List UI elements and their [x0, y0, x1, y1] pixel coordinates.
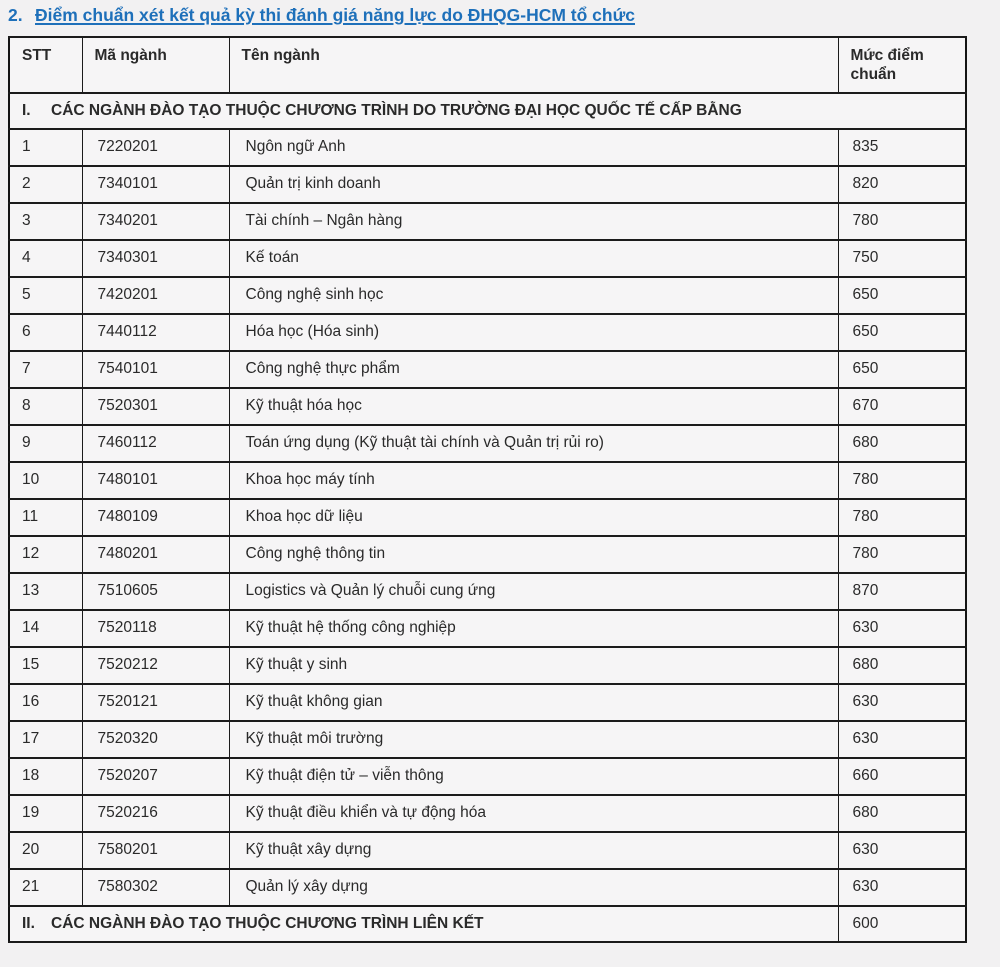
cell-name: Khoa học máy tính	[229, 462, 838, 499]
table-row	[9, 573, 966, 610]
admission-scores-table	[8, 36, 967, 943]
cell-code: 7340301	[82, 240, 229, 277]
cell-code: 7480101	[82, 462, 229, 499]
cell-code: 7520212	[82, 647, 229, 684]
cell-code: 7420201	[82, 277, 229, 314]
cell-stt: 20	[9, 832, 82, 869]
cell-stt: 19	[9, 795, 82, 832]
cell-score: 630	[838, 610, 966, 647]
cell-code: 7510605	[82, 573, 229, 610]
cell-stt: 17	[9, 721, 82, 758]
cell-stt: 10	[9, 462, 82, 499]
heading-number: 2.	[8, 5, 23, 25]
cell-stt: 4	[9, 240, 82, 277]
cell-code: 7520320	[82, 721, 229, 758]
heading-text: Điểm chuẩn xét kết quả kỳ thi đánh giá năng lực do ĐHQG-HCM tổ chức	[35, 5, 635, 25]
cell-name: Kế toán	[229, 240, 838, 277]
cell-score: 650	[838, 314, 966, 351]
cell-score: 630	[838, 869, 966, 906]
table-row	[9, 425, 966, 462]
cell-name: Công nghệ thực phẩm	[229, 351, 838, 388]
header-code: Mã ngành	[82, 37, 229, 93]
table-row	[9, 314, 966, 351]
table-row	[9, 351, 966, 388]
cell-name: Hóa học (Hóa sinh)	[229, 314, 838, 351]
cell-score: 780	[838, 203, 966, 240]
cell-score: 780	[838, 536, 966, 573]
section-row	[9, 906, 966, 942]
cell-score: 680	[838, 795, 966, 832]
section-title: CÁC NGÀNH ĐÀO TẠO THUỘC CHƯƠNG TRÌNH LIÊN KẾT	[51, 914, 484, 932]
cell-code: 7520216	[82, 795, 229, 832]
section-title-cell	[9, 906, 838, 942]
cell-score: 835	[838, 129, 966, 166]
cell-name: Công nghệ thông tin	[229, 536, 838, 573]
section-numeral: I.	[22, 101, 31, 119]
table-row	[9, 277, 966, 314]
section-title: CÁC NGÀNH ĐÀO TẠO THUỘC CHƯƠNG TRÌNH DO TRƯỜNG ĐẠI HỌC QUỐC TẾ CẤP BẰNG	[51, 101, 742, 119]
cell-stt: 1	[9, 129, 82, 166]
cell-name: Kỹ thuật hệ thống công nghiệp	[229, 610, 838, 647]
cell-code: 7480109	[82, 499, 229, 536]
cell-code: 7440112	[82, 314, 229, 351]
cell-stt: 5	[9, 277, 82, 314]
cell-stt: 8	[9, 388, 82, 425]
cell-score: 630	[838, 684, 966, 721]
table-row	[9, 610, 966, 647]
cell-code: 7340101	[82, 166, 229, 203]
table-row	[9, 388, 966, 425]
section-numeral: II.	[22, 914, 35, 932]
cell-stt: 2	[9, 166, 82, 203]
cell-stt: 7	[9, 351, 82, 388]
table-row	[9, 721, 966, 758]
table-row	[9, 684, 966, 721]
cell-score: 870	[838, 573, 966, 610]
cell-name: Kỹ thuật hóa học	[229, 388, 838, 425]
table-row	[9, 240, 966, 277]
cell-name: Quản lý xây dựng	[229, 869, 838, 906]
table-row	[9, 536, 966, 573]
table-row	[9, 869, 966, 906]
cell-name: Khoa học dữ liệu	[229, 499, 838, 536]
header-stt: STT	[9, 37, 82, 93]
cell-name: Toán ứng dụng (Kỹ thuật tài chính và Quản trị rủi ro)	[229, 425, 838, 462]
table-row	[9, 758, 966, 795]
table-row	[9, 795, 966, 832]
page-title	[8, 5, 1000, 27]
cell-name: Công nghệ sinh học	[229, 277, 838, 314]
cell-score: 750	[838, 240, 966, 277]
cell-name: Logistics và Quản lý chuỗi cung ứng	[229, 573, 838, 610]
section-heading-link[interactable]	[8, 5, 635, 25]
cell-code: 7540101	[82, 351, 229, 388]
cell-score: 820	[838, 166, 966, 203]
cell-stt: 21	[9, 869, 82, 906]
table-row	[9, 203, 966, 240]
cell-stt: 13	[9, 573, 82, 610]
table-row	[9, 462, 966, 499]
table-row	[9, 499, 966, 536]
cell-name: Kỹ thuật y sinh	[229, 647, 838, 684]
cell-stt: 12	[9, 536, 82, 573]
header-score: Mức điểm chuẩn	[838, 37, 966, 93]
cell-stt: 11	[9, 499, 82, 536]
cell-score: 650	[838, 351, 966, 388]
cell-stt: 14	[9, 610, 82, 647]
cell-code: 7340201	[82, 203, 229, 240]
section-title-cell	[9, 93, 966, 129]
cell-stt: 9	[9, 425, 82, 462]
cell-stt: 6	[9, 314, 82, 351]
cell-code: 7520118	[82, 610, 229, 647]
cell-stt: 16	[9, 684, 82, 721]
cell-code: 7220201	[82, 129, 229, 166]
cell-stt: 3	[9, 203, 82, 240]
cell-name: Kỹ thuật xây dựng	[229, 832, 838, 869]
cell-score: 660	[838, 758, 966, 795]
table-row	[9, 832, 966, 869]
cell-score: 780	[838, 499, 966, 536]
cell-name: Quản trị kinh doanh	[229, 166, 838, 203]
cell-name: Kỹ thuật môi trường	[229, 721, 838, 758]
cell-score: 630	[838, 721, 966, 758]
cell-name: Kỹ thuật điện tử – viễn thông	[229, 758, 838, 795]
cell-code: 7580302	[82, 869, 229, 906]
section-score-cell: 600	[838, 906, 966, 942]
cell-code: 7580201	[82, 832, 229, 869]
cell-stt: 15	[9, 647, 82, 684]
header-row	[9, 37, 966, 93]
cell-score: 650	[838, 277, 966, 314]
cell-name: Kỹ thuật điều khiển và tự động hóa	[229, 795, 838, 832]
cell-name: Kỹ thuật không gian	[229, 684, 838, 721]
cell-score: 780	[838, 462, 966, 499]
table-row	[9, 129, 966, 166]
section-row	[9, 93, 966, 129]
cell-score: 670	[838, 388, 966, 425]
header-name: Tên ngành	[229, 37, 838, 93]
cell-code: 7520121	[82, 684, 229, 721]
cell-stt: 18	[9, 758, 82, 795]
cell-code: 7520301	[82, 388, 229, 425]
cell-code: 7480201	[82, 536, 229, 573]
cell-name: Ngôn ngữ Anh	[229, 129, 838, 166]
cell-score: 630	[838, 832, 966, 869]
table-row	[9, 647, 966, 684]
cell-score: 680	[838, 647, 966, 684]
cell-code: 7520207	[82, 758, 229, 795]
cell-name: Tài chính – Ngân hàng	[229, 203, 838, 240]
cell-code: 7460112	[82, 425, 229, 462]
cell-score: 680	[838, 425, 966, 462]
table-row	[9, 166, 966, 203]
